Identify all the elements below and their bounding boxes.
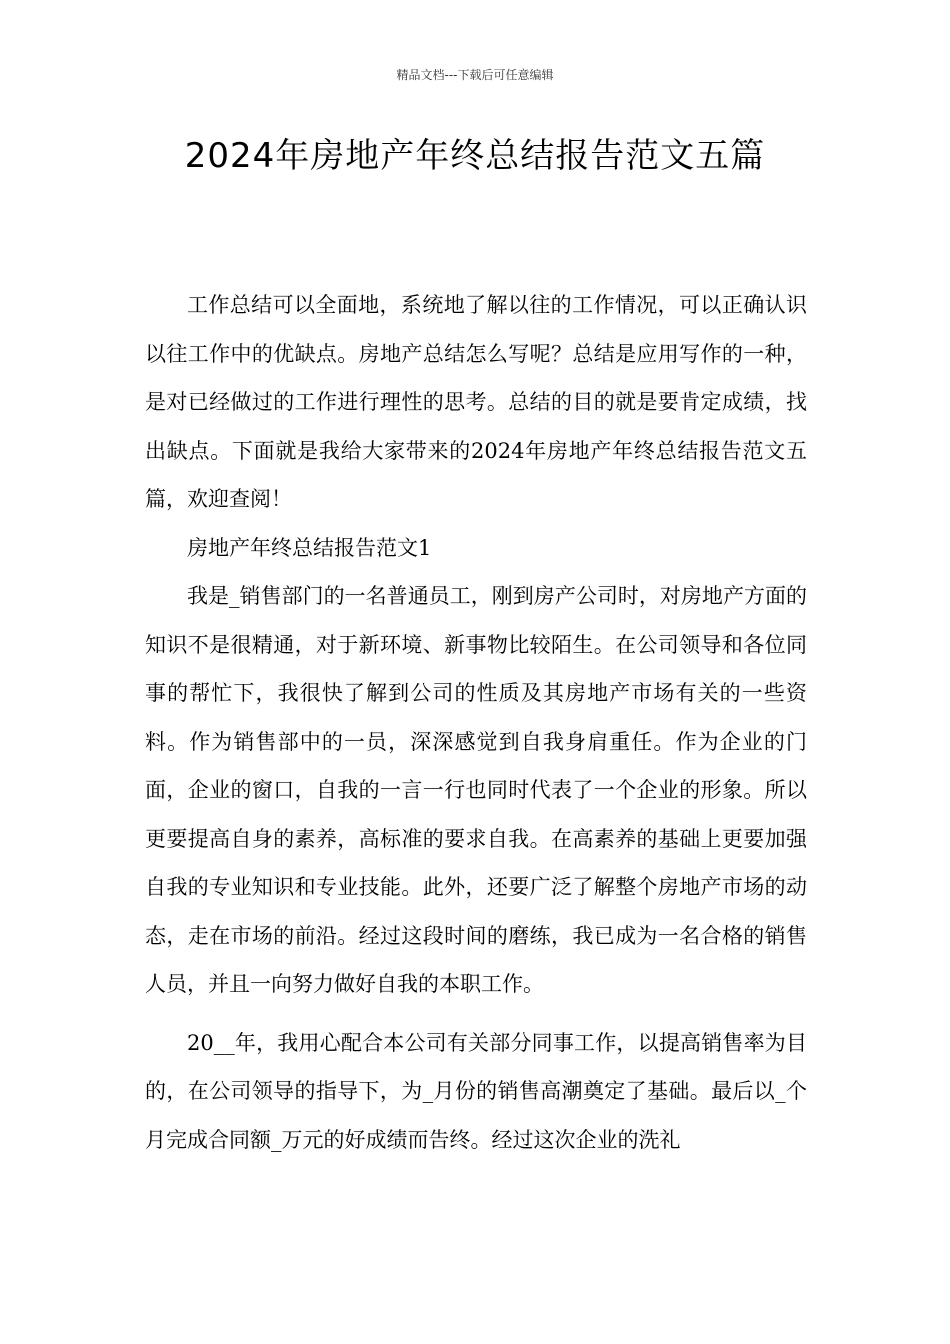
body-paragraph: 20__年，我用心配合本公司有关部分同事工作，以提高销售率为目的，在公司领导的指导下，为_月份的销售高潮奠定了基础。最后以_个月完成合同额_万元的好成绩而告终。经过这次企业的洗礼	[145, 1030, 807, 1152]
intro-paragraph: 工作总结可以全面地，系统地了解以往的工作情况，可以正确认识以往工作中的优缺点。房地产总结怎么写呢？总结是应用写作的一种，是对已经做过的工作进行理性的思考。总结的目的就是要肯定成绩，找出缺点。下面就是我给大家带来的2024年房地产年终总结报告范文五篇，欢迎查阅！	[145, 293, 807, 511]
document-title: 2024年房地产年终总结报告范文五篇	[184, 136, 766, 176]
section-heading: 房地产年终总结报告范文1	[187, 535, 432, 560]
document-body	[145, 281, 807, 1164]
page-header: 精品文档---下载后可任意编辑	[396, 68, 554, 82]
body-paragraph: 我是_销售部门的一名普通员工，刚到房产公司时，对房地产方面的知识不是很精通，对于新环境、新事物比较陌生。在公司领导和各位同事的帮忙下，我很快了解到公司的性质及其房地产市场有关的一些资料。作为销售部中的一员，深深感觉到自我身肩重任。作为企业的门面，企业的窗口，自我的一言一行也同时代表了一个企业的形象。所以更要提高自身的素养，高标准的要求自我。在高素养的基础上更要加强自我的专业知识和专业技能。此外，还要广泛了解整个房地产市场的动态，走在市场的前沿。经过这段时间的磨练，我已成为一名合格的销售人员，并且一向努力做好自我的本职工作。	[145, 584, 807, 996]
